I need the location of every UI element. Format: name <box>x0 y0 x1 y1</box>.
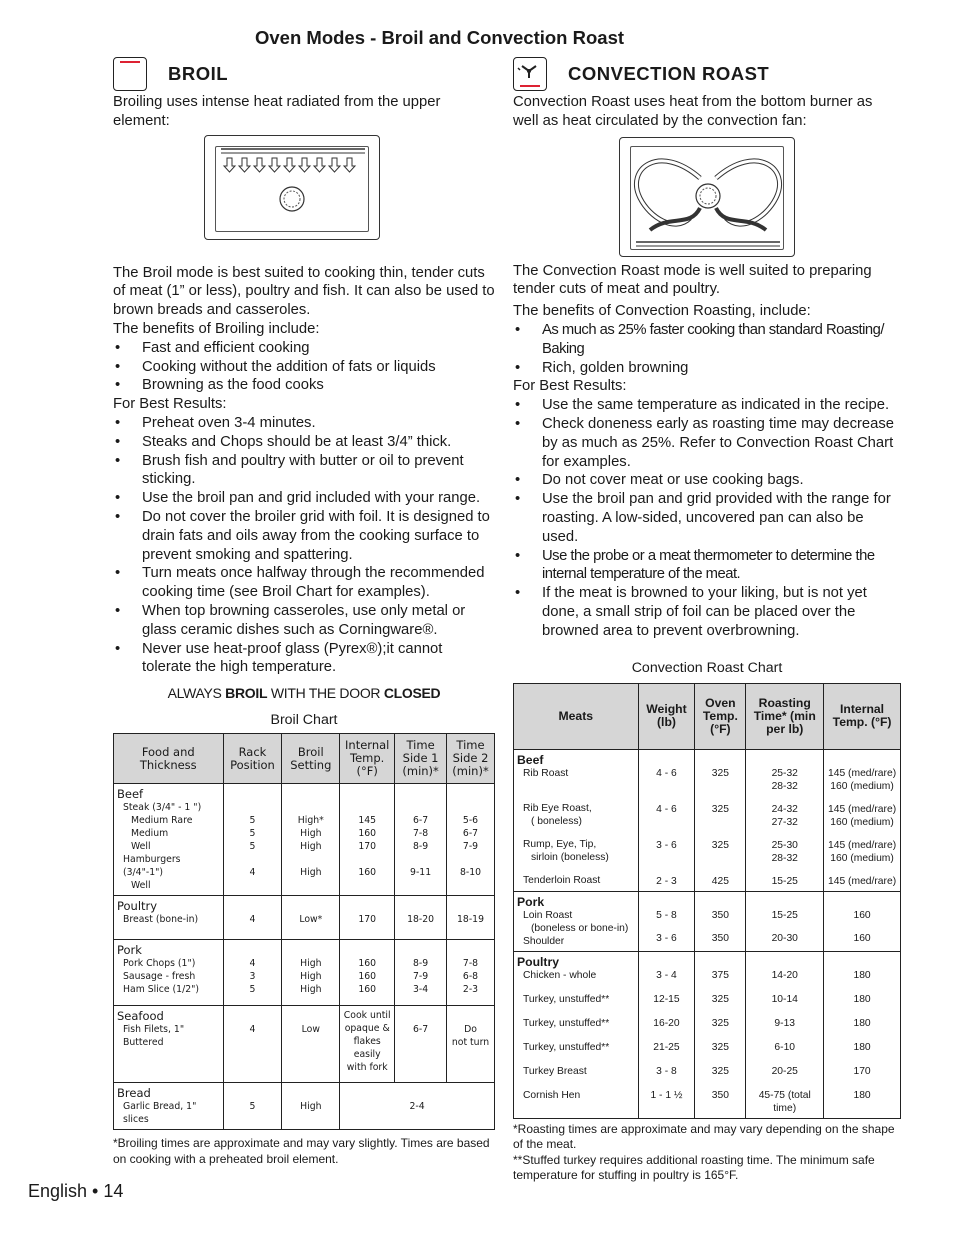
table-row: Poultry Chicken - whole Turkey, unstuffed** Turkey, unstuffed** Turkey, unstuffed** Turkey Breast Cornish Hen 3 - 4 12-15 16-20 21-25 3 - 8 1 - 1 ½ 375 325 325 325 325 350 14-20 10-14 9-13 6-10 20-25 45-75 (total time) 180 180 180 180 170 180 <box>514 951 901 1118</box>
convection-oven-diagram <box>619 137 795 257</box>
table-row: Poultry Breast (bone-in) 4 Low* 170 18-20 18-19 <box>114 896 495 940</box>
table-row: Bread Garlic Bread, 1" slices 5 High 2-4 <box>114 1083 495 1130</box>
broil-suited-text: The Broil mode is best suited to cooking thin, tender cuts of meat (1” or less), poultry and fish. It can also be used to brown breads and casseroles. <box>113 264 495 319</box>
convection-chart-table <box>513 683 901 1119</box>
broil-best-results-list <box>113 414 495 677</box>
group-name: Bread <box>117 1086 151 1101</box>
convection-heading: CONVECTION ROAST <box>568 63 770 84</box>
broil-heading-row <box>113 55 495 93</box>
convection-best-results-intro: For Best Results: <box>513 378 627 395</box>
list-item: • Turn meats once halfway through the recommended cooking time (see Broil Chart for examples). <box>113 564 495 602</box>
table-row: Beef Steak (3/4" - 1 ") Medium Rare Medium Well Hamburgers (3/4"-1") Well 5 5 5 4 High* High High High 145 160 170 160 6-7 7-8 8-9 9-11 5-6 6-7 7-9 8-10 <box>114 784 495 896</box>
list-item: • Use the probe or a meat thermometer to determine the internal temperature of the meat. <box>513 547 901 585</box>
broil-benefits-list <box>113 339 495 395</box>
convection-roast-mode-icon <box>513 57 547 91</box>
group-name: Beef <box>517 752 544 767</box>
table-row: Pork Pork Chops (1") Sausage - fresh Ham Slice (1/2") 4 3 5 High High High 160 160 160 8-9 7-9 3-4 7-8 6-8 2-3 <box>114 940 495 1006</box>
group-name: Poultry <box>517 954 559 969</box>
column-header: Rack Position <box>223 734 282 784</box>
convection-heading-row <box>513 55 901 93</box>
group-name: Seafood <box>117 1009 164 1024</box>
table-header-row <box>514 683 901 749</box>
list-item: • Cooking without the addition of fats or liquids <box>113 358 495 377</box>
list-item: • Fast and efficient cooking <box>113 339 495 358</box>
broil-section <box>113 55 495 1167</box>
convection-footnote-2: **Stuffed turkey requires additional roasting time. The minimum safe temperature for stuffing in poultry is 165°F. <box>513 1152 875 1183</box>
column-header: Internal Temp. (°F) <box>824 683 901 749</box>
table-row: Seafood Fish Filets, 1" Buttered 4 Low Cook until opaque & flakes easily with fork 6-7 Do not turn <box>114 1006 495 1083</box>
broil-intro: Broiling uses intense heat radiated from the upper element: <box>113 94 441 129</box>
convection-airflow-arrows <box>620 138 796 258</box>
list-item: • Rich, golden browning <box>513 359 901 378</box>
list-item: • Steaks and Chops should be at least 3/4” thick. <box>113 433 495 452</box>
column-header: Broil Setting <box>282 734 340 784</box>
convection-benefits-intro: The benefits of Convection Roasting, include: <box>513 303 811 320</box>
group-name: Beef <box>117 787 144 802</box>
convection-suited-text: The Convection Roast mode is well suited to preparing tender cuts of meat and poultry. <box>513 262 872 298</box>
table-row: Beef Rib Roast Rib Eye Roast, ( boneless) Rump, Eye, Tip, sirloin (boneless) Tenderloin Roast 4 - 6 4 - 6 3 - 6 2 - 3 325 325 325 425 25-32 28-32 24-32 27-32 25-30 28-32 15-25 145 (med/rare) 160 (medium) 145 (med/rare) 160 (medium) 145 (med/rare) 160 (medium) 145 (med/rare) <box>514 749 901 891</box>
list-item: • Do not cover the broiler grid with foil. It is designed to drain fats and oils away from the cooking surface to prevent smoking and spattering. <box>113 508 495 564</box>
broil-heading: BROIL <box>168 63 229 84</box>
column-header: Internal Temp. (°F) <box>340 734 395 784</box>
broil-oven-diagram <box>204 135 380 240</box>
list-item: • When top browning casseroles, use only metal or glass ceramic dishes such as Corningware®. <box>113 602 495 640</box>
broil-chart-table <box>113 733 495 1130</box>
group-name: Pork <box>517 894 545 909</box>
always-broil-note: ALWAYS BROIL WITH THE DOOR CLOSED <box>167 685 441 702</box>
broil-footnote: *Broiling times are approximate and may vary slightly. Times are based on cooking with a preheated broil element. <box>113 1136 490 1166</box>
broil-heat-arrows <box>205 136 381 241</box>
convection-benefits-list <box>513 321 901 377</box>
convection-roast-section <box>513 55 901 1184</box>
list-item: • Use the same temperature as indicated in the recipe. <box>513 396 901 415</box>
broil-mode-icon <box>113 57 147 91</box>
convection-intro: Convection Roast uses heat from the bottom burner as well as heat circulated by the convection fan: <box>513 94 873 129</box>
list-item: • Check doneness early as roasting time may decrease by as much as 25%. Refer to Convection Roast Chart for examples. <box>513 415 901 471</box>
page-title: Oven Modes - Broil and Convection Roast <box>255 27 625 48</box>
convection-chart-caption: Convection Roast Chart <box>631 659 783 676</box>
broil-best-results-intro: For Best Results: <box>113 396 227 413</box>
column-header: Time Side 1 (min)* <box>395 734 447 784</box>
list-item: • Use the broil pan and grid included with your range. <box>113 489 495 508</box>
broil-chart-caption: Broil Chart <box>270 712 338 729</box>
list-item: • Use the broil pan and grid provided with the range for roasting. A low-sided, uncovered pan can also be used. <box>513 490 901 546</box>
column-header: Oven Temp. (°F) <box>695 683 746 749</box>
list-item: • Do not cover meat or use cooking bags. <box>513 471 901 490</box>
group-name: Poultry <box>117 899 158 914</box>
list-item: • Browning as the food cooks <box>113 376 495 395</box>
convection-best-results-list <box>513 396 901 640</box>
list-item: • Brush fish and poultry with butter or oil to prevent sticking. <box>113 452 495 490</box>
table-row: Pork Loin Roast (boneless or bone-in) Shoulder 5 - 8 3 - 6 350 350 15-25 20-30 160 160 <box>514 891 901 951</box>
column-header: Weight (lb) <box>638 683 695 749</box>
table-header-row <box>114 734 495 784</box>
broil-benefits-intro: The benefits of Broiling include: <box>113 320 320 337</box>
group-name: Pork <box>117 943 142 958</box>
list-item: • Preheat oven 3-4 minutes. <box>113 414 495 433</box>
column-header: Roasting Time* (min per lb) <box>746 683 824 749</box>
column-header: Meats <box>514 683 639 749</box>
page-footer: English • 14 <box>28 1181 124 1201</box>
convection-footnote-1: *Roasting times are approximate and may vary depending on the shape of the meat. <box>513 1121 895 1152</box>
list-item: • As much as 25% faster cooking than standard Roasting/ Baking <box>513 321 901 359</box>
list-item: • If the meat is browned to your liking, but is not yet done, a small strip of foil can be placed over the browned area to prevent overbrowning. <box>513 584 901 640</box>
column-header: Time Side 2 (min)* <box>447 734 495 784</box>
list-item: • Never use heat-proof glass (Pyrex®);it cannot tolerate the high temperature. <box>113 640 495 678</box>
column-header: Food and Thickness <box>114 734 224 784</box>
